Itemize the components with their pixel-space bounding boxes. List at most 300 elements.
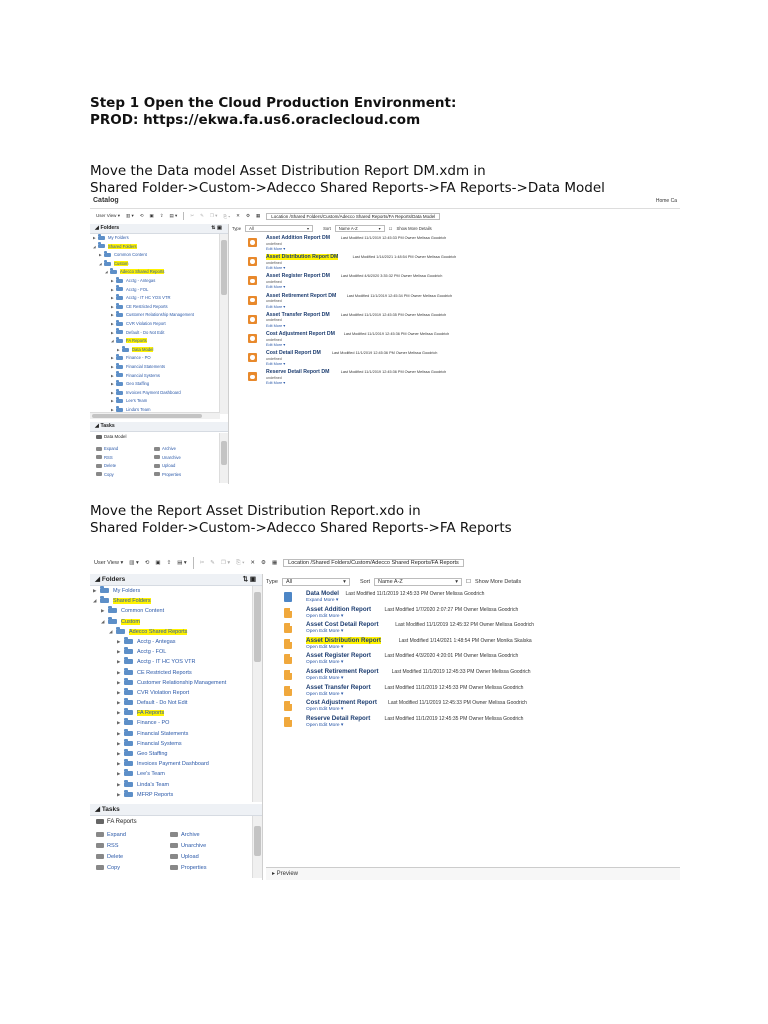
tree-item[interactable] [93, 739, 252, 749]
item-name[interactable]: Asset Retirement Report DM [266, 292, 337, 299]
item-name[interactable]: Asset Cost Detail Report [306, 621, 379, 629]
item-description: undefined [266, 260, 282, 265]
tree-item[interactable] [93, 268, 218, 277]
expanded-arrow-icon[interactable]: ◢ [101, 618, 105, 624]
task-icon [96, 455, 102, 459]
folder-icon [116, 287, 123, 291]
tree-item[interactable] [93, 627, 252, 637]
tree-item-label: Default - Do Not Edit [137, 700, 188, 707]
tree-item[interactable] [93, 389, 218, 398]
item-name[interactable]: Reserve Detail Report DM [266, 369, 330, 376]
item-name[interactable]: Asset Transfer Report [306, 683, 371, 691]
item-meta: Last Modified 4/3/2020 4:20:01 PM Owner Melissa Goodrich [384, 653, 519, 660]
catalog-toolbar [90, 554, 680, 572]
item-name[interactable]: Asset Register Report DM [266, 273, 330, 280]
catalog-item [266, 621, 680, 637]
edit-icon[interactable]: ✎ [200, 213, 204, 218]
catalog-item [232, 369, 680, 388]
item-actions[interactable]: Edit More ▾ [266, 323, 286, 328]
data-model-icon [248, 238, 257, 247]
show-more-checkbox[interactable]: ☐ [466, 578, 471, 585]
item-description: undefined [266, 337, 282, 342]
folder-icon [124, 670, 133, 675]
tree-item[interactable] [93, 243, 218, 252]
item-name[interactable]: Cost Detail Report DM [266, 350, 321, 357]
item-meta: Last Modified 11/1/2019 12:45:36 PM Owner Melissa Goodrich [331, 351, 438, 356]
item-actions[interactable]: Open Edit More ▾ [306, 644, 344, 650]
catalog-content [232, 224, 680, 484]
collapsed-arrow-icon[interactable]: ▶ [117, 751, 121, 756]
task-icon [154, 472, 160, 476]
collapsed-arrow-icon[interactable]: ▶ [117, 791, 121, 797]
tree-item[interactable] [93, 708, 252, 718]
collapsed-arrow-icon[interactable]: ▶ [117, 700, 121, 706]
item-name[interactable]: Cost Adjustment Report DM [266, 331, 335, 337]
tree-item-label: Financial Statements [137, 730, 189, 737]
paste-icon[interactable]: ⎘ ▾ [223, 213, 231, 219]
collapsed-arrow-icon[interactable]: ▶ [117, 781, 121, 787]
folder-icon [116, 391, 123, 395]
item-actions[interactable]: Edit More ▾ [266, 381, 286, 386]
catalog-item [232, 273, 680, 292]
folder-icon [96, 819, 104, 824]
task-icon [170, 854, 178, 859]
collapsed-arrow-icon[interactable]: ▶ [93, 236, 96, 240]
tree-item[interactable] [93, 637, 252, 647]
tree-item[interactable] [93, 320, 218, 329]
report-icon [284, 639, 292, 649]
folder-icon [124, 751, 133, 756]
tree-item-label: Acctg - Antegas [137, 638, 176, 645]
home-link[interactable]: Home Ca [655, 198, 677, 204]
item-actions[interactable]: Edit More ▾ [266, 247, 286, 251]
delete-icon[interactable]: ✕ [236, 213, 240, 218]
item-name[interactable]: Asset Addition Report [306, 605, 372, 613]
tree-item[interactable] [93, 260, 218, 269]
user-view-dropdown[interactable]: User View ▾ [94, 560, 124, 566]
tree-item[interactable] [93, 657, 252, 667]
tree-item[interactable] [93, 380, 218, 389]
item-actions[interactable]: Edit More ▾ [266, 285, 286, 290]
task-link[interactable] [154, 446, 176, 451]
catalog-item [266, 668, 680, 684]
task-label: Upload [181, 854, 199, 860]
collapsed-arrow-icon[interactable]: ▶ [117, 730, 121, 736]
collapsed-arrow-icon[interactable]: ▶ [111, 399, 114, 404]
folder-icon [116, 296, 123, 300]
task-link[interactable] [170, 843, 206, 849]
task-link[interactable] [96, 463, 116, 468]
tree-item[interactable] [93, 337, 218, 346]
collapsed-arrow-icon[interactable]: ▶ [117, 740, 121, 746]
item-actions[interactable]: Open Edit More ▾ [306, 676, 344, 681]
tree-item-label: My Folders [113, 588, 141, 594]
collapsed-arrow-icon[interactable]: ▶ [111, 364, 114, 369]
tasks-scrollbar[interactable] [219, 433, 228, 483]
tree-item[interactable] [93, 596, 252, 606]
move-dm-instruction-line1: Move the Data model Asset Distribution Report DM.xdm in [90, 163, 486, 179]
tree-item[interactable] [93, 329, 218, 338]
paste-icon[interactable]: ⎘ ▾ [236, 559, 245, 566]
collapsed-arrow-icon[interactable]: ▶ [111, 356, 114, 361]
item-meta: Last Modified 11/1/2019 12:45:33 PM Owner Melissa Goodrich [340, 236, 447, 240]
tree-item[interactable] [93, 346, 218, 355]
tree-item-label: Adecco Shared Reports [120, 269, 165, 275]
folder-actions-icon[interactable]: ⇅ ▣ [242, 576, 256, 583]
folder-icon [98, 236, 105, 240]
new-dropdown-icon[interactable]: ▤ ▾ [177, 560, 187, 566]
expanded-arrow-icon[interactable]: ◢ [111, 339, 114, 344]
collapsed-arrow-icon[interactable]: ▶ [101, 608, 105, 614]
collapsed-arrow-icon[interactable]: ▶ [117, 669, 121, 675]
location-field[interactable]: Location /Shared Folders/Custom/Adecco Shared Reports/FA Reports/Data Model [266, 213, 440, 220]
tasks-folder-name: FA Reports [96, 819, 137, 825]
catalog-item [232, 331, 680, 350]
tree-item[interactable] [93, 251, 218, 260]
tree-item-label: Geo Staffing [137, 751, 168, 757]
tree-item[interactable] [93, 617, 252, 627]
collapsed-arrow-icon[interactable]: ▶ [117, 649, 121, 655]
properties-icon[interactable]: ⚙ [245, 213, 250, 218]
item-actions[interactable]: Edit More ▾ [266, 343, 286, 347]
item-name[interactable]: Data Model [306, 590, 340, 597]
task-label: Properties [181, 865, 207, 871]
tree-item-label: Acctg - FOL [126, 286, 149, 292]
task-label: Archive [181, 832, 200, 838]
tree-item[interactable] [93, 311, 218, 320]
collapsed-arrow-icon[interactable]: ▶ [117, 720, 121, 726]
item-meta: Last Modified 11/1/2019 12:45:36 PM Owner Melissa Goodrich [343, 332, 450, 336]
tree-item-label: Lee's Team [137, 771, 165, 778]
folder-icon [124, 690, 133, 695]
tree-item[interactable] [93, 586, 252, 596]
item-meta: Last Modified 1/14/2021 1:48:54 PM Owner Monika Skalska [398, 637, 532, 644]
collapsed-arrow-icon[interactable]: ▶ [117, 659, 121, 665]
catalog-item [266, 606, 680, 622]
tree-item-label: Data Model [132, 346, 154, 352]
item-name[interactable]: Asset Register Report [306, 652, 371, 660]
tree-item-label: Customer Relationship Management [126, 312, 194, 318]
tree-item-label: My Folders [108, 235, 129, 240]
tree-item-label: Custom [121, 618, 140, 625]
item-actions[interactable]: Expand More ▾ [306, 598, 339, 603]
tree-item-label: CE Restricted Reports [137, 669, 192, 676]
task-icon [154, 455, 160, 459]
collapsed-arrow-icon[interactable]: ▶ [111, 296, 114, 301]
folder-icon [122, 348, 129, 352]
copy-icon[interactable]: ❐ ▾ [220, 560, 231, 566]
upload-icon[interactable]: ⇪ [159, 213, 164, 218]
task-link[interactable] [96, 843, 119, 849]
task-link[interactable] [96, 472, 114, 477]
expanded-arrow-icon[interactable]: ◢ [105, 270, 108, 275]
item-actions[interactable]: Open Edit More ▾ [306, 691, 344, 697]
folder-icon[interactable]: ▣ [155, 560, 161, 566]
task-link[interactable] [170, 865, 207, 871]
report-icon [284, 654, 292, 664]
item-actions[interactable]: Open Edit More ▾ [306, 707, 344, 713]
move-dm-instruction-line2: Shared Folder->Custom->Adecco Shared Reports->FA Reports->Data Model [90, 180, 605, 196]
folder-icon [108, 608, 117, 613]
folders-pane [90, 224, 229, 484]
item-name[interactable]: Asset Distribution Report DM [266, 254, 339, 261]
folder-icon [124, 700, 133, 705]
item-description: undefined [266, 356, 282, 361]
folder-icon [116, 629, 125, 634]
item-meta: Last Modified 11/1/2019 12:45:32 PM Owner Melissa Goodrich [395, 622, 535, 629]
folder-tree-scrollbar[interactable] [219, 234, 228, 414]
collapsed-arrow-icon[interactable]: ▶ [111, 304, 114, 309]
item-name[interactable]: Asset Retirement Report [306, 668, 379, 675]
task-label: Archive [162, 446, 176, 451]
task-link[interactable] [96, 865, 120, 871]
folder-tree-scrollbar[interactable] [252, 586, 262, 802]
item-actions[interactable]: Open Edit More ▾ [306, 613, 344, 619]
folders-header: ◢ Folders ⇅ ▣ [90, 574, 262, 586]
tree-item[interactable] [93, 780, 252, 790]
task-label: Expand [107, 832, 126, 838]
folder-icon [124, 710, 133, 715]
type-select[interactable]: All ▾ [282, 578, 350, 586]
move-report-instruction-line1: Move the Report Asset Distribution Report.xdo in [90, 503, 421, 519]
data-model-icon [248, 296, 257, 305]
item-meta: Last Modified 11/1/2019 12:45:33 PM Owner Melissa Goodrich [391, 669, 531, 675]
folder-tree [93, 586, 252, 800]
item-actions[interactable]: Edit More ▾ [266, 362, 286, 367]
folder-icon[interactable]: ▣ [149, 213, 154, 218]
tree-item-label: Financial Statements [126, 363, 166, 369]
cut-icon[interactable]: ✂ [199, 560, 205, 566]
collapsed-arrow-icon[interactable]: ▶ [111, 278, 114, 283]
preview-toggle[interactable]: ▸ Preview [266, 867, 680, 880]
task-link[interactable] [170, 832, 200, 838]
tree-item[interactable] [93, 749, 252, 759]
permissions-icon[interactable]: ▦ [271, 560, 278, 566]
task-link[interactable] [96, 455, 113, 460]
move-report-instruction-line2: Shared Folder->Custom->Adecco Shared Reports->FA Reports [90, 520, 512, 536]
report-icon [284, 670, 292, 680]
collapsed-arrow-icon[interactable]: ▶ [117, 347, 120, 352]
item-name[interactable]: Cost Adjustment Report [306, 699, 377, 707]
catalog-item-list [232, 235, 680, 475]
expanded-arrow-icon[interactable]: ◢ [93, 244, 96, 249]
collapsed-arrow-icon[interactable]: ▶ [111, 407, 114, 412]
tree-item[interactable] [93, 606, 252, 616]
tasks-list [96, 832, 246, 878]
item-actions[interactable]: Open Edit More ▾ [306, 660, 344, 666]
task-icon [154, 447, 160, 451]
folder-icon [116, 322, 123, 326]
tree-item-label: Default - Do Not Edit [126, 329, 165, 335]
permissions-icon[interactable]: ▦ [256, 213, 261, 218]
folder-icon [116, 382, 123, 386]
task-link[interactable] [154, 472, 181, 477]
item-meta: Last Modified 11/1/2019 12:45:36 PM Owner Melissa Goodrich [340, 370, 447, 375]
task-link[interactable] [170, 854, 199, 860]
toolbar-divider [183, 212, 184, 220]
task-link[interactable] [96, 832, 126, 838]
collapsed-arrow-icon[interactable]: ▶ [117, 710, 121, 716]
tree-item[interactable] [93, 372, 218, 381]
item-name[interactable]: Reserve Detail Report [306, 714, 371, 722]
item-actions[interactable]: Edit More ▾ [266, 266, 286, 271]
folder-icon [124, 761, 133, 766]
folder-icon [116, 373, 123, 377]
task-link[interactable] [96, 854, 123, 860]
tree-item-label: Custom [114, 260, 129, 266]
type-select[interactable]: All ▾ [245, 225, 313, 232]
expanded-arrow-icon[interactable]: ◢ [99, 261, 102, 266]
catalog-item [266, 652, 680, 668]
report-icon [284, 701, 292, 711]
tree-item[interactable] [93, 698, 252, 708]
collapsed-arrow-icon[interactable]: ▶ [117, 771, 121, 777]
folder-icon [96, 435, 102, 439]
task-icon [170, 865, 178, 870]
tree-item[interactable] [93, 277, 218, 286]
collapsed-arrow-icon[interactable]: ▶ [117, 638, 121, 644]
tree-item[interactable] [93, 729, 252, 739]
tree-item[interactable] [93, 718, 252, 728]
user-view-dropdown[interactable]: User View ▾ [96, 213, 120, 218]
tree-item[interactable] [93, 354, 218, 363]
tree-item-label: FA Reports [137, 710, 165, 717]
tree-item-label: Acctg - IT HC YOS VTR [126, 295, 171, 301]
catalog-screenshot-fa-reports [90, 552, 680, 880]
catalog-item [266, 590, 680, 606]
tree-item-label: Common Content [121, 608, 165, 615]
item-actions[interactable]: Edit More ▾ [266, 304, 286, 309]
folder-icon [124, 720, 133, 725]
catalog-title: Catalog [93, 197, 119, 204]
task-icon [96, 464, 102, 468]
task-link[interactable] [154, 455, 181, 460]
prod-url: PROD: https://ekwa.fa.us6.oraclecloud.com [90, 112, 421, 128]
tree-item[interactable] [93, 678, 252, 688]
tree-item-label: Customer Relationship Management [137, 679, 227, 686]
folder-actions-icon[interactable]: ⇅ ▣ [211, 225, 222, 231]
expanded-arrow-icon[interactable]: ◢ [109, 628, 113, 634]
folder-icon [116, 305, 123, 309]
task-icon [96, 843, 104, 848]
data-model-icon [248, 334, 257, 343]
catalog-item [266, 715, 680, 731]
catalog-content [266, 574, 680, 880]
tree-item-label: Acctg - Antegas [126, 277, 156, 283]
upload-icon[interactable]: ⇪ [166, 560, 172, 566]
collapsed-arrow-icon[interactable]: ▶ [111, 373, 114, 378]
tree-item[interactable] [93, 647, 252, 657]
sort-select[interactable]: Name A-Z ▾ [374, 578, 462, 586]
collapsed-arrow-icon[interactable]: ▶ [111, 390, 114, 395]
catalog-header [90, 196, 680, 209]
folder-icon [116, 330, 123, 334]
refresh-icon[interactable]: ⟲ [139, 213, 144, 218]
data-model-icon [248, 276, 257, 285]
tree-item[interactable] [93, 759, 252, 769]
tree-item-label: MFRP Reports [137, 791, 174, 798]
collapsed-arrow-icon[interactable]: ▶ [93, 588, 97, 593]
tree-item[interactable] [93, 790, 252, 800]
catalog-screenshot-data-model [90, 196, 680, 484]
delete-icon[interactable]: ✕ [250, 560, 255, 566]
item-description: undefined [266, 318, 282, 323]
folder-icon [116, 279, 123, 283]
collapsed-arrow-icon[interactable]: ▶ [111, 313, 114, 318]
data-model-icon [248, 257, 257, 266]
new-dropdown-icon[interactable]: ▤ ▾ [169, 213, 178, 218]
collapsed-arrow-icon[interactable]: ▶ [111, 330, 114, 335]
collapsed-arrow-icon[interactable]: ▶ [99, 253, 102, 258]
catalog-item [232, 254, 680, 273]
tree-item[interactable] [93, 286, 218, 295]
tasks-scrollbar[interactable] [252, 816, 262, 878]
tree-item[interactable] [93, 688, 252, 698]
item-name[interactable]: Asset Distribution Report [306, 636, 381, 644]
item-meta: Last Modified 1/14/2021 1:48:54 PM Owner Melissa Goodrich [352, 255, 457, 260]
item-actions[interactable]: Open Edit More ▾ [306, 722, 344, 728]
cut-icon[interactable]: ✂ [190, 213, 195, 218]
tree-item[interactable] [93, 397, 218, 406]
folder-icon [116, 356, 123, 360]
tree-item-label: Acctg - IT HC YOS VTR [137, 659, 196, 666]
collapsed-arrow-icon[interactable]: ▶ [117, 761, 121, 767]
item-name[interactable]: Asset Transfer Report DM [266, 311, 330, 318]
copy-icon[interactable]: ❐ ▾ [209, 213, 218, 218]
sort-select[interactable]: Name A-Z ▾ [335, 225, 385, 232]
tree-item[interactable] [93, 769, 252, 779]
folders-header: ◢ Folders ⇅ ▣ [90, 224, 228, 234]
data-model-icon [248, 353, 257, 362]
chart-icon[interactable]: ▥ ▾ [129, 560, 139, 566]
folder-icon [124, 731, 133, 736]
collapsed-arrow-icon[interactable]: ▶ [111, 321, 114, 326]
folder-icon [100, 588, 109, 593]
task-link[interactable] [154, 463, 175, 468]
tree-item[interactable] [93, 303, 218, 312]
task-label: Unarchive [162, 454, 181, 460]
item-actions[interactable]: Open Edit More ▾ [306, 629, 344, 635]
tree-item[interactable] [93, 668, 252, 678]
tree-item[interactable] [93, 234, 218, 243]
collapsed-arrow-icon[interactable]: ▶ [111, 382, 114, 387]
collapsed-arrow-icon[interactable]: ▶ [117, 679, 121, 685]
report-icon [284, 686, 292, 696]
task-label: RSS [104, 454, 113, 460]
item-name[interactable]: Asset Addition Report DM [266, 235, 331, 241]
task-link[interactable] [96, 446, 118, 451]
tree-item[interactable] [93, 294, 218, 303]
properties-icon[interactable]: ⚙ [261, 560, 266, 566]
collapsed-arrow-icon[interactable]: ▶ [111, 287, 114, 292]
show-more-checkbox[interactable]: ☐ [388, 226, 393, 231]
location-field[interactable]: Location /Shared Folders/Custom/Adecco Shared Reports/FA Reports [283, 559, 464, 567]
folder-icon [124, 659, 133, 664]
report-icon [284, 623, 292, 633]
expanded-arrow-icon[interactable]: ◢ [93, 598, 97, 604]
task-label: Unarchive [181, 843, 207, 849]
edit-icon[interactable]: ✎ [210, 560, 215, 566]
folder-tree-hscrollbar[interactable] [90, 412, 220, 419]
task-icon [154, 464, 160, 468]
catalog-item [232, 312, 680, 331]
collapsed-arrow-icon[interactable]: ▶ [117, 689, 121, 695]
task-label: Upload [162, 463, 176, 468]
refresh-icon[interactable]: ⟲ [144, 560, 150, 566]
tree-item[interactable] [93, 363, 218, 372]
tree-item-label: Finance - PO [137, 720, 170, 727]
chart-icon[interactable]: ▥ ▾ [125, 213, 134, 218]
